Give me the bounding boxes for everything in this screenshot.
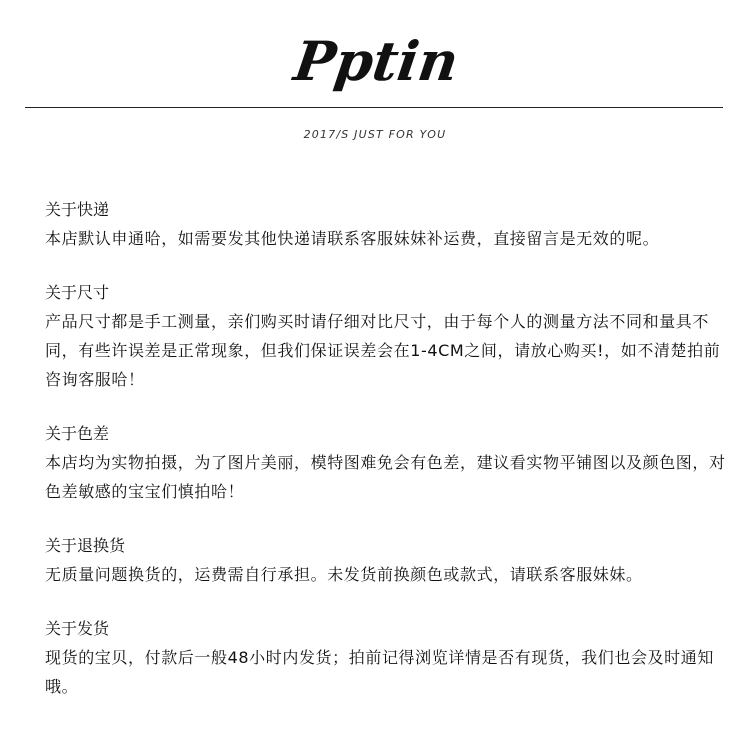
section-body: 无质量问题换货的，运费需自行承担。未发货前换颜色或款式，请联系客服妹妹。 xyxy=(45,565,643,584)
section-returns xyxy=(45,532,735,589)
notice-content xyxy=(45,196,735,727)
section-title: 关于尺寸 xyxy=(45,283,110,302)
section-title: 关于快递 xyxy=(45,200,110,219)
section-title: 关于色差 xyxy=(45,424,110,443)
header-divider xyxy=(25,107,723,108)
brand-logo xyxy=(0,28,750,98)
section-body: 现货的宝贝，付款后一般48小时内发货；拍前记得浏览详情是否有现货，我们也会及时通知哦。 xyxy=(45,648,714,696)
section-delivery xyxy=(45,615,735,701)
section-title: 关于发货 xyxy=(45,619,110,638)
section-title: 关于退换货 xyxy=(45,536,126,555)
section-size xyxy=(45,279,735,394)
section-color-difference xyxy=(45,420,735,506)
logo-text: Pptin xyxy=(290,29,463,93)
section-shipping xyxy=(45,196,735,253)
section-body: 产品尺寸都是手工测量，亲们购买时请仔细对比尺寸，由于每个人的测量方法不同和量具不同，有些许误差是正常现象，但我们保证误差会在1-4CM之间，请放心购买!，如不清楚拍前咨询客服哈！ xyxy=(45,312,721,389)
tagline: 2017/S JUST FOR YOU xyxy=(303,128,447,141)
section-body: 本店默认申通哈，如需要发其他快递请联系客服妹妹补运费，直接留言是无效的呢。 xyxy=(45,229,660,248)
section-body: 本店均为实物拍摄，为了图片美丽，模特图难免会有色差，建议看实物平铺图以及颜色图，对色差敏感的宝宝们慎拍哈！ xyxy=(45,453,726,501)
logo-wordmark xyxy=(255,28,495,98)
